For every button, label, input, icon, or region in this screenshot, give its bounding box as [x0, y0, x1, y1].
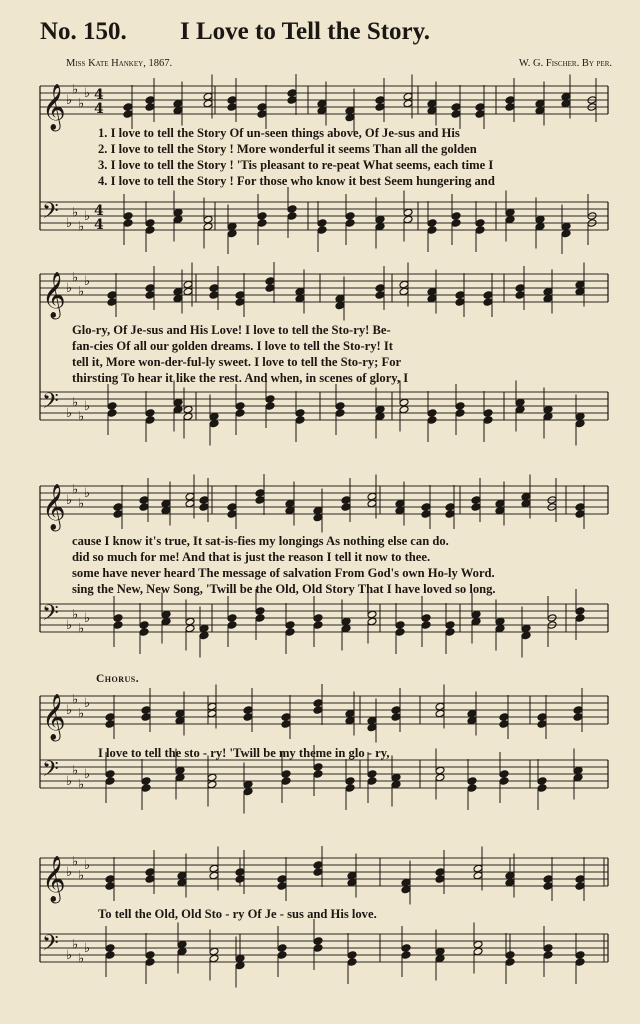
svg-text:4: 4 [94, 217, 104, 233]
svg-text:♭: ♭ [84, 941, 91, 956]
hymn-header [40, 18, 600, 52]
svg-text:♭: ♭ [78, 777, 85, 793]
svg-text:𝄢: 𝄢 [42, 601, 59, 631]
svg-text:♭: ♭ [66, 406, 73, 421]
music-system-5 [0, 846, 640, 1016]
svg-text:𝄢: 𝄢 [42, 389, 59, 419]
lyric-line: some have never heard The message of salvation From God's own Ho-ly Word. [72, 566, 495, 580]
verse-lines-2 [72, 322, 408, 386]
svg-text:𝄢: 𝄢 [42, 757, 59, 787]
svg-text:♭: ♭ [66, 493, 73, 508]
lyric-line: Glo-ry, Of Je-sus and His Love! I love to tell the Sto-ry! Be- [72, 323, 391, 337]
lyric-line: 3. I love to tell the Story ! 'Tis pleasant to re-peat What seems, each time I [98, 158, 494, 172]
svg-text:𝄢: 𝄢 [42, 931, 59, 961]
svg-text:♭: ♭ [84, 86, 91, 101]
svg-text:♭: ♭ [84, 209, 91, 224]
svg-text:♭: ♭ [84, 274, 91, 289]
hymn-number: No. 150. [40, 18, 127, 45]
svg-text:4: 4 [94, 87, 104, 103]
svg-text:♭: ♭ [84, 696, 91, 711]
lyric-line: fan-cies Of all our golden dreams. I love to tell the Sto-ry! It [72, 339, 393, 353]
chorus-lines-1 [98, 745, 389, 761]
svg-text:4: 4 [94, 101, 104, 117]
svg-text:♭: ♭ [72, 607, 79, 623]
svg-text:♭: ♭ [66, 865, 73, 880]
svg-text:♭: ♭ [84, 399, 91, 414]
svg-text:♭: ♭ [72, 763, 79, 779]
verse-lines-3 [72, 533, 496, 597]
svg-text:♭: ♭ [66, 618, 73, 633]
svg-text:♭: ♭ [78, 96, 85, 112]
lyric-line: tell it, More won-der-ful-ly sweet. I love to tell the Sto-ry; For [72, 355, 402, 369]
svg-text:𝄢: 𝄢 [42, 199, 59, 229]
svg-text:♭: ♭ [66, 216, 73, 231]
svg-text:♭: ♭ [72, 937, 79, 953]
lyric-line: 1. I love to tell the Story Of un-seen things above, Of Je-sus and His [98, 126, 460, 140]
svg-text:♭: ♭ [84, 858, 91, 873]
hymn-title: I Love to Tell the Story. [180, 18, 431, 45]
chorus-label: Chorus. [96, 673, 140, 685]
svg-text:♭: ♭ [72, 854, 79, 870]
svg-text:♭: ♭ [78, 409, 85, 425]
svg-text:♭: ♭ [72, 270, 79, 286]
svg-text:♭: ♭ [78, 496, 85, 512]
svg-text:♭: ♭ [78, 951, 85, 967]
svg-text:♭: ♭ [84, 611, 91, 626]
svg-text:♭: ♭ [66, 93, 73, 108]
lyric-line: cause I know it's true, It sat-is-fies my longings As nothing else can do. [72, 534, 449, 548]
svg-text:𝄞: 𝄞 [42, 694, 66, 740]
svg-text:♭: ♭ [78, 284, 85, 300]
svg-text:𝄞: 𝄞 [42, 84, 66, 130]
lyric-line: did so much for me! And that is just the reason I tell it now to thee. [72, 550, 431, 564]
lyric-line: To tell the Old, Old Sto - ry Of Je - sus and His love. [98, 907, 377, 921]
svg-text:♭: ♭ [84, 486, 91, 501]
lyric-line: 2. I love to tell the Story ! More wonderful it seems Than all the golden [98, 142, 477, 156]
svg-text:♭: ♭ [66, 774, 73, 789]
svg-text:♭: ♭ [72, 692, 79, 708]
svg-text:4: 4 [94, 203, 104, 219]
svg-text:♭: ♭ [78, 706, 85, 722]
lyric-line: 4. I love to tell the Story ! For those who know it best Seem hungering and [98, 174, 495, 188]
chorus-lines-2 [98, 906, 377, 922]
words-credit: Miss Kate Hankey, 1867. [66, 58, 173, 69]
svg-text:♭: ♭ [72, 82, 79, 98]
svg-text:𝄞: 𝄞 [42, 484, 66, 530]
lyric-line: sing the New, New Song, 'Twill be the Old, Old Story That I have loved so long. [72, 582, 496, 596]
verse-lines-1 [98, 125, 495, 189]
svg-text:♭: ♭ [72, 205, 79, 221]
svg-text:𝄞: 𝄞 [42, 856, 66, 902]
lyric-line: thirsting To hear it like the rest. And when, in scenes of glory, I [72, 371, 409, 385]
svg-text:♭: ♭ [84, 767, 91, 782]
credits-row [66, 58, 612, 72]
svg-text:♭: ♭ [72, 395, 79, 411]
svg-text:♭: ♭ [66, 948, 73, 963]
music-credit: W. G. Fischer. By per. [518, 58, 612, 69]
svg-text:♭: ♭ [66, 281, 73, 296]
svg-text:♭: ♭ [78, 868, 85, 884]
svg-text:♭: ♭ [66, 703, 73, 718]
svg-text:♭: ♭ [78, 621, 85, 637]
svg-text:♭: ♭ [78, 219, 85, 235]
svg-text:♭: ♭ [72, 482, 79, 498]
lyric-line: I love to tell the sto - ry! 'Twill be my theme in glo - ry, [98, 746, 390, 760]
svg-text:𝄞: 𝄞 [42, 272, 66, 318]
